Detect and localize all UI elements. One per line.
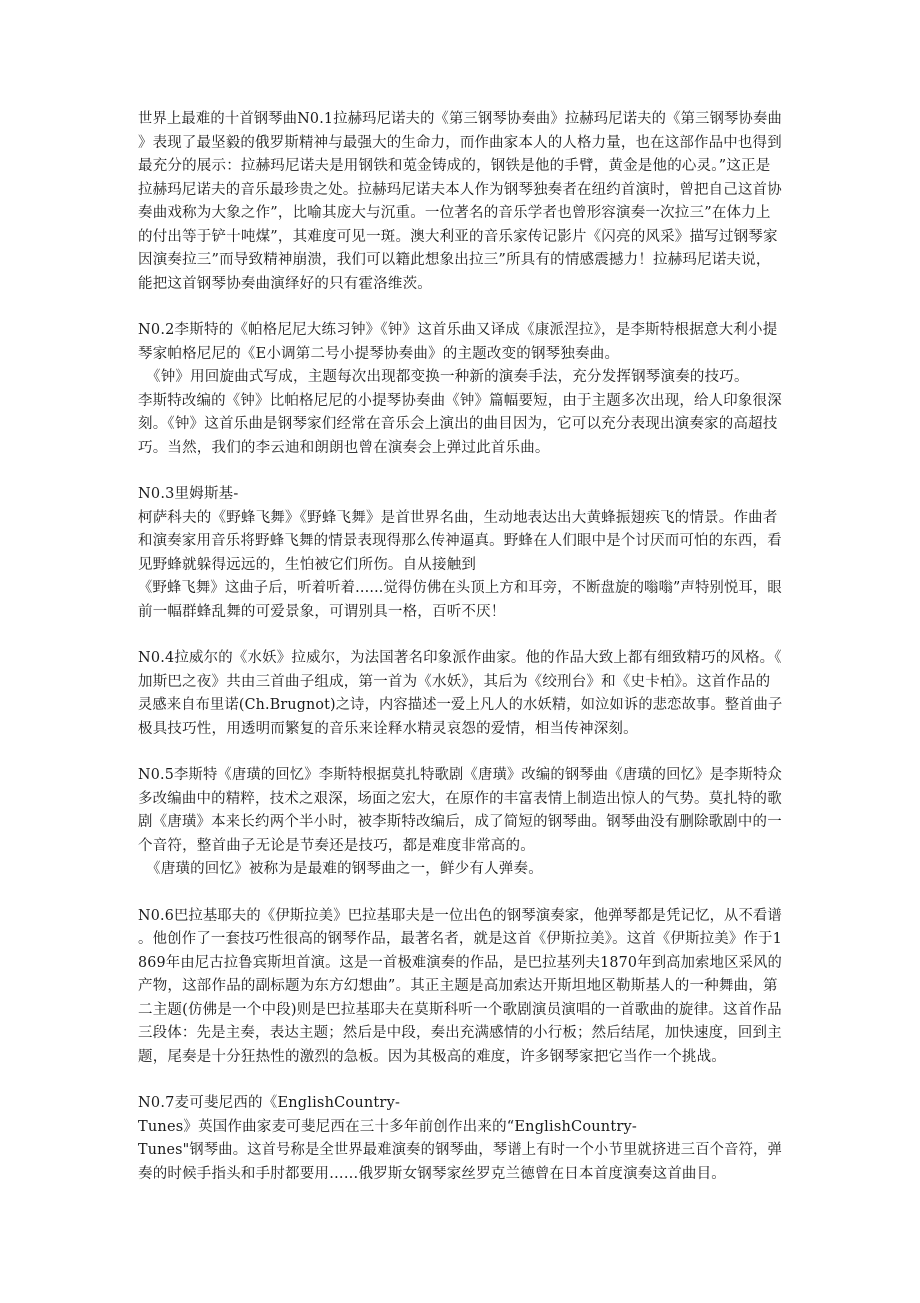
text-line: 世界上最难的十首钢琴曲N0.1拉赫玛尼诺夫的《第三钢琴协奏曲》拉赫玛尼诺夫的《第三钢琴协奏曲 [138, 111, 782, 127]
text-line: Tunes"钢琴曲。这首号称是全世界最难演奏的钢琴曲，琴谱上有时一个小节里就挤进三百个音符，弹 [138, 1142, 782, 1158]
text-line: N0.2李斯特的《帕格尼尼大练习钟》《钟》这首乐曲又译成《康派涅拉》，是李斯特根据意大利小提 [138, 322, 778, 338]
paragraph-rachmaninoff [138, 108, 782, 296]
text-line: 柯萨科夫的《野蜂飞舞》《野蜂飞舞》是首世界名曲，生动地表达出大黄蜂振翅疾飞的情景。作曲者 [138, 509, 778, 526]
paragraph-rimsky-korsakov [138, 483, 782, 624]
text-line: 加斯巴之夜》共由三首曲子组成，第一首为《水妖》，其后为《绞刑台》和《史卡柏》。这首作品的 [138, 673, 771, 690]
text-line: 》表现了最坚毅的俄罗斯精神与最强大的生命力，而作曲家本人的人格力量，也在这部作品中也得到 [138, 134, 782, 151]
text-line: N0.4拉威尔的《水妖》拉威尔，为法国著名印象派作曲家。他的作品大致上都有细致精巧的风格。《 [138, 650, 782, 666]
text-line: 奏的时候手指头和手肘都要用……俄罗斯女钢琴家丝罗克兰德曾在日本首度演奏这首曲目。 [138, 1165, 726, 1182]
text-line: 三段体：先是主奏，表达主题；然后是中段，奏出充满感情的小行板；然后结尾，加快速度，回到主 [138, 1025, 782, 1041]
text-line: 能把这首钢琴协奏曲演绎好的只有霍洛维茨。 [138, 275, 432, 292]
text-line: 题，尾奏是十分狂热性的激烈的急板。因为其极高的难度，许多钢琴家把它当作一个挑战。 [138, 1048, 726, 1065]
text-line: N0.5李斯特《唐璜的回忆》李斯特根据莫扎特歌剧《唐璜》改编的钢琴曲《唐璜的回忆》是李斯特众 [138, 767, 782, 783]
text-line: N0.7麦可斐尼西的《EnglishCountry- [138, 1095, 401, 1111]
text-line: 前一幅群蜂乱舞的可爱景象，可谓别具一格，百听不厌！ [138, 603, 506, 620]
text-line: 李斯特改编的《钟》比帕格尼尼的小提琴协奏曲《钟》篇幅要短，由于主题多次出现，给人印象很深 [138, 392, 782, 409]
text-line: 巧。当然，我们的李云迪和朗朗也曾在演奏会上弹过此首乐曲。 [138, 439, 550, 456]
paragraph-finnissy [138, 1092, 782, 1186]
text-line: 。他创作了一套技巧性很高的钢琴作品，最著名者，就是这首《伊斯拉美》。这首《伊斯拉美》作于1 [138, 931, 782, 947]
text-line: 剧《唐璜》本来长约两个半小时，被李斯特改编后，成了简短的钢琴曲。钢琴曲没有删除歌剧中的一 [138, 814, 782, 830]
text-line: 极具技巧性，用透明而繁复的音乐来诠释水精灵哀怨的爱情，相当传神深刻。 [138, 720, 638, 737]
paragraph-liszt-campanella [138, 319, 782, 460]
text-line: 二主题(仿佛是一个中段)则是巴拉基耶夫在莫斯科听一个歌剧演员演唱的一首歌曲的旋律。这首作品 [138, 1001, 782, 1018]
text-line: N0.3里姆斯基- [138, 486, 239, 502]
paragraph-liszt-don-juan [138, 764, 782, 882]
text-line: Tunes》英国作曲家麦可斐尼西在三十多年前创作出来的“EnglishCountry- [138, 1118, 637, 1135]
text-line: 多改编曲中的精粹，技术之艰深，场面之宏大，在原作的丰富表情上制造出惊人的气势。莫扎特的歌 [138, 790, 782, 807]
text-line: 琴家帕格尼尼的《E小调第二号小提琴协奏曲》的主题改变的钢琴独奏曲。 [138, 345, 620, 362]
text-line: 灵感来自布里诺(Ch.Brugnot)之诗，内容描述一爱上凡人的水妖精，如泣如诉的悲恋故事。整首曲子 [138, 697, 783, 713]
text-line: 见野蜂就躲得远远的，生怕被它们所伤。自从接触到 [138, 556, 477, 573]
text-line: 产物，这部作品的副标题为东方幻想曲”。其正主题是高加索达开斯坦地区勒斯基人的一种舞曲，第 [138, 978, 778, 994]
text-line: 奏曲戏称为大象之作”，比喻其庞大与沉重。一位著名的音乐学者也曾形容演奏一次拉三”在体力上 [138, 205, 771, 221]
text-line: 因演奏拉三”而导致精神崩溃，我们可以籍此想象出拉三”所具有的情感震撼力！拉赫玛尼诺夫说， [138, 252, 771, 268]
text-line: 的付出等于铲十吨煤”，其难度可见一斑。澳大利亚的音乐家传记影片《闪亮的风采》描写过钢琴家 [138, 228, 778, 245]
text-line: 拉赫玛尼诺夫的音乐最珍贵之处。拉赫玛尼诺夫本人作为钢琴独奏者在纽约首演时，曾把自己这首协 [138, 181, 782, 198]
paragraph-ravel [138, 647, 782, 741]
text-line: 869年由尼古拉鲁宾斯坦首演。这是一首极难演奏的作品，是巴拉基列夫1870年到高加索地区采风的 [138, 954, 782, 971]
text-line: 《钟》用回旋曲式写成，主题每次出现都变换一种新的演奏手法，充分发挥钢琴演奏的技巧。 [146, 369, 749, 385]
document-page [138, 108, 782, 1209]
text-line: N0.6巴拉基耶夫的《伊斯拉美》巴拉基耶夫是一位出色的钢琴演奏家，他弹琴都是凭记忆，从不看谱 [138, 907, 782, 924]
text-line: 和演奏家用音乐将野蜂飞舞的情景表现得那么传神逼真。野蜂在人们眼中是个讨厌而可怕的东西，看 [138, 533, 782, 549]
text-line: 《唐璜的回忆》被称为是最难的钢琴曲之一，鲜少有人弹奏。 [146, 861, 543, 877]
text-line: 最充分的展示：拉赫玛尼诺夫是用钢铁和莵金铸成的，钢铁是他的手臂，黄金是他的心灵。”这正是 [138, 158, 771, 174]
text-line: 《野蜂飞舞》这曲子后，听着听着......觉得仿佛在头顶上方和耳旁，不断盘旋的嗡嗡”声特别悦耳，眼 [138, 580, 782, 596]
text-line: 刻。《钟》这首乐曲是钢琴家们经常在音乐会上演出的曲目因为，它可以充分表现出演奏家的高超技 [138, 416, 778, 432]
text-line: 个音符，整首曲子无论是节奏还是技巧，都是难度非常高的。 [138, 837, 535, 854]
paragraph-balakirev [138, 905, 782, 1070]
